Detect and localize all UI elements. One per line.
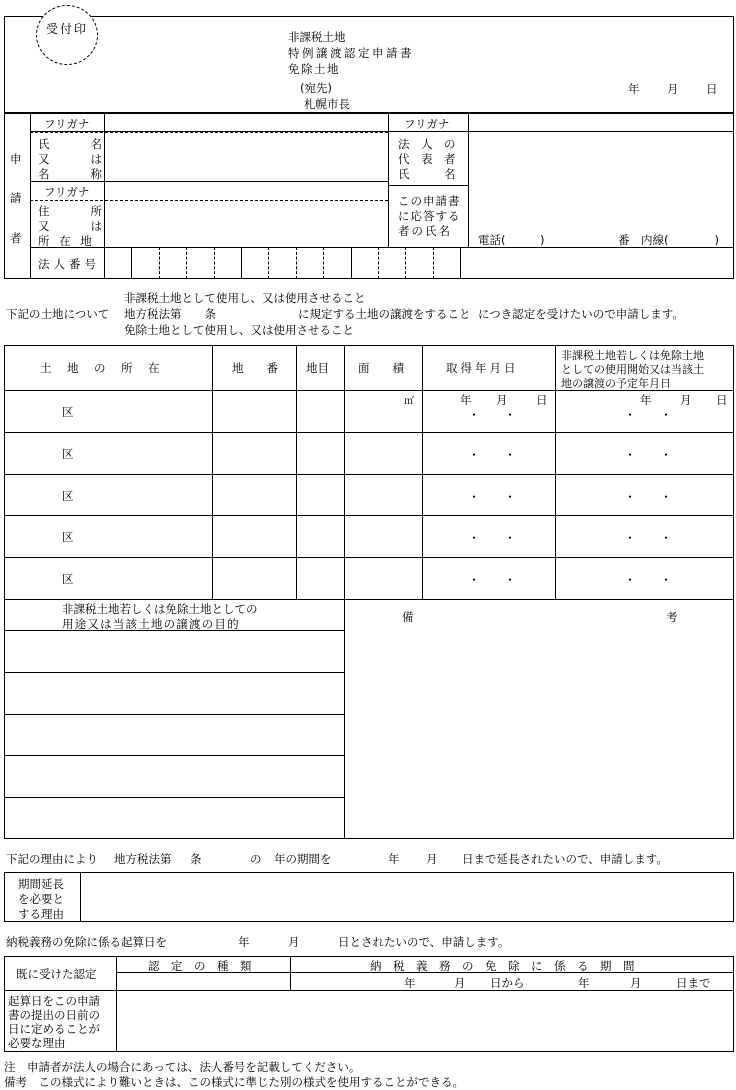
purpose-line-input[interactable] [8, 682, 342, 704]
side-label-2: 請 [10, 191, 22, 205]
land-cell-input[interactable] [70, 583, 212, 597]
acquired-date-unit: 月 [496, 393, 508, 407]
date-separator-dot: ・ [624, 531, 637, 546]
remarks-header-right: 考 [666, 610, 678, 624]
purpose-line-input[interactable] [8, 765, 342, 787]
footnote: 注 申請者が法人の場合にあっては、法人番号を記載してください。 [4, 1060, 361, 1074]
header-planned-date-3: 地の譲渡の予定年月日 [561, 377, 671, 390]
land-cell-input[interactable] [216, 583, 296, 597]
cert-reason-label-4: 必要な理由 [8, 1036, 66, 1050]
cert-reason-label-1: 起算日をこの申請 [8, 994, 100, 1008]
cert-reason-field[interactable] [120, 994, 734, 1052]
purpose-line-input[interactable] [8, 640, 342, 662]
address-label-1: 住 所 [38, 204, 108, 218]
to-year: 年 [578, 976, 590, 990]
from-month: 月 [454, 976, 466, 990]
ext-text-8: 日まで延長されたいので、申請します。 [462, 852, 668, 866]
header-location: 土 地 の 所 在 [40, 361, 162, 375]
area-unit: ㎡ [404, 396, 414, 407]
furigana-address: フリガナ [44, 185, 90, 199]
received-cert-label: 既に受けた認定 [16, 967, 97, 981]
rep-label-1: 法 人 の [398, 137, 456, 151]
ward-label: 区 [62, 572, 74, 587]
land-cell-input[interactable] [70, 500, 212, 514]
ext-text-7: 月 [426, 852, 438, 866]
statement-middle: に規定する土地の譲渡をすること [298, 307, 471, 321]
date-separator-dot: ・ [468, 447, 481, 462]
date-separator-dot: ・ [504, 573, 517, 588]
ext-text-3: 条 [190, 852, 202, 866]
land-cell-input[interactable] [559, 583, 734, 597]
land-cell-input[interactable] [300, 500, 344, 514]
from-day: 日から [490, 976, 525, 990]
planned-date-unit: 月 [680, 393, 692, 407]
date-separator-dot: ・ [468, 573, 481, 588]
cert-reason-label-3: 日に定めることが [8, 1022, 100, 1036]
ward-label: 区 [62, 405, 74, 419]
date-separator-dot: ・ [660, 408, 673, 422]
phone-label: 電話( ) [478, 233, 545, 247]
date-year: 年 [628, 82, 640, 96]
header-planned-date-2: としての使用開始又は当該土 [561, 363, 704, 376]
address-label-2: 又 は [38, 219, 108, 233]
remarks-field[interactable] [348, 604, 734, 840]
purpose-line-input[interactable] [8, 807, 342, 829]
address-field[interactable] [108, 203, 388, 245]
header-land-category: 地目 [306, 361, 329, 375]
date-separator-dot: ・ [468, 531, 481, 546]
start-text-4: 日とされたいので、申請します。 [338, 935, 510, 949]
date-separator-dot: ・ [624, 447, 637, 462]
land-cell-input[interactable] [300, 541, 344, 555]
corp-number-digit[interactable] [271, 253, 296, 275]
purpose-header-1: 非課税土地若しくは免除土地としての [62, 602, 258, 616]
header-lot-number: 地 番 [232, 361, 278, 375]
corp-number-digit[interactable] [107, 253, 132, 275]
date-day: 日 [706, 82, 718, 96]
side-label-3: 者 [10, 231, 22, 245]
name-field[interactable] [108, 135, 388, 177]
title-line-1: 非課税土地 [288, 30, 346, 44]
title-line-3: 免除土地 [288, 62, 340, 76]
extension-reason-field[interactable] [84, 875, 734, 923]
name-label-3: 名 称 [38, 167, 108, 181]
date-separator-dot: ・ [468, 408, 481, 422]
land-cell-input[interactable] [559, 500, 734, 514]
corp-number-digit[interactable] [189, 253, 214, 275]
date-separator-dot: ・ [504, 531, 517, 546]
from-year: 年 [404, 976, 416, 990]
name-label-1: 氏 名 [38, 137, 108, 151]
header-planned-date-1: 非課税土地若しくは免除土地 [561, 349, 704, 362]
reception-stamp [36, 5, 98, 65]
start-text-1: 納税義務の免除に係る起算日を [6, 935, 167, 949]
ward-label: 区 [62, 488, 74, 503]
date-separator-dot: ・ [504, 408, 517, 422]
land-cell-input[interactable] [426, 458, 555, 472]
planned-date-unit: 日 [716, 393, 728, 407]
acquired-date-unit: 日 [536, 393, 548, 407]
cert-kind-header: 認 定 の 種 類 [148, 959, 252, 973]
start-text-3: 月 [288, 935, 300, 949]
land-cell-input[interactable] [348, 458, 422, 472]
land-cell-input[interactable] [70, 458, 212, 472]
corp-number-digit[interactable] [354, 253, 379, 275]
date-separator-dot: ・ [624, 489, 637, 504]
stamp-label: 受付印 [45, 22, 88, 36]
remarks-header-left: 備 [402, 610, 414, 624]
ext-text-2: 地方税法第 [114, 852, 172, 866]
corp-number-label: 法人番号 [38, 257, 100, 271]
statement-law: 地方税法第 条 [124, 307, 216, 321]
land-cell-input[interactable] [426, 541, 555, 555]
ext-text-5: 年の期間を [274, 852, 332, 866]
purpose-line-input[interactable] [8, 724, 342, 746]
corp-number-digit[interactable] [326, 253, 351, 275]
furigana-name: フリガナ [44, 117, 90, 131]
purpose-header-2: 用途又は当該土地の譲渡の目的 [62, 617, 240, 631]
land-cell-input[interactable] [216, 541, 296, 555]
date-separator-dot: ・ [660, 489, 673, 504]
header-area: 面 積 [358, 361, 404, 375]
furigana-rep: フリガナ [404, 117, 450, 131]
land-cell-input[interactable] [348, 500, 422, 514]
land-cell-input[interactable] [426, 416, 555, 430]
land-cell-input[interactable] [559, 458, 734, 472]
rep-label-2: 代 表 者 [398, 152, 456, 166]
corp-number-digit[interactable] [134, 253, 159, 275]
ward-label: 区 [62, 530, 74, 545]
corp-number-digit[interactable] [436, 253, 461, 275]
land-cell-input[interactable] [216, 416, 296, 430]
contact-name-field[interactable] [472, 189, 734, 231]
land-cell-input[interactable] [426, 583, 555, 597]
contact-label-3: 者の氏名 [398, 224, 452, 238]
name-label-2: 又 は [38, 152, 108, 166]
corp-number-digit[interactable] [299, 253, 324, 275]
date-separator-dot: ・ [468, 489, 481, 504]
address-label-3: 所 在 地 [38, 234, 95, 248]
corp-number-digit[interactable] [408, 253, 433, 275]
ext-text-1: 下記の理由により [6, 852, 98, 866]
land-cell-input[interactable] [70, 416, 212, 430]
date-separator-dot: ・ [624, 573, 637, 588]
title-line-2: 特例譲渡認定申請書 [288, 46, 414, 60]
land-cell-input[interactable] [426, 500, 555, 514]
side-label-1: 申 [10, 152, 22, 166]
land-cell-input[interactable] [559, 541, 734, 555]
land-cell-input[interactable] [300, 416, 344, 430]
date-separator-dot: ・ [504, 489, 517, 504]
cert-reason-label-2: 書の提出の日前の [8, 1008, 100, 1022]
land-cell-input[interactable] [348, 583, 422, 597]
statement-suffix: につき認定を受けたいので申請します。 [478, 307, 684, 321]
form-header-box [4, 16, 734, 113]
to-month: 月 [630, 976, 642, 990]
land-cell-input[interactable] [300, 458, 344, 472]
header-acquired-date: 取得年月日 [446, 361, 519, 375]
ext-text-6: 年 [388, 852, 400, 866]
ward-label: 区 [62, 446, 74, 461]
corp-number-digit[interactable] [244, 253, 269, 275]
statement-prefix: 下記の土地について [6, 307, 110, 321]
ext-reason-label-1: 期間延長 [18, 877, 64, 891]
extension-label: 番 内線( ) [618, 233, 719, 247]
contact-label-1: この申請書 [398, 194, 461, 208]
ext-reason-label-3: する理由 [18, 907, 64, 921]
date-separator-dot: ・ [660, 447, 673, 462]
mayor: 札幌市長 [304, 97, 350, 111]
corp-number-digit[interactable] [217, 253, 242, 275]
date-month: 月 [667, 82, 679, 96]
cert-period-header: 納 税 義 務 の 免 除 に 係 る 期 間 [370, 959, 635, 973]
land-cell-input[interactable] [559, 416, 734, 430]
statement-option-2: 免除土地として使用し、又は使用させること [124, 323, 354, 337]
land-cell-input[interactable] [300, 583, 344, 597]
corp-number-digit[interactable] [162, 253, 187, 275]
acquired-date-unit: 年 [460, 393, 472, 407]
start-text-2: 年 [238, 935, 250, 949]
date-separator-dot: ・ [624, 408, 637, 422]
rep-label-3: 氏 名 [398, 167, 456, 181]
statement-option-1: 非課税土地として使用し、又は使用させること [124, 291, 366, 305]
land-cell-input[interactable] [348, 541, 422, 555]
land-cell-input[interactable] [216, 500, 296, 514]
date-separator-dot: ・ [660, 573, 673, 588]
planned-date-unit: 年 [640, 393, 652, 407]
ext-text-4: の [250, 852, 262, 866]
corp-number-digit[interactable] [381, 253, 406, 275]
date-separator-dot: ・ [660, 531, 673, 546]
land-cell-input[interactable] [216, 458, 296, 472]
rep-name-field[interactable] [472, 135, 734, 183]
contact-label-2: に応答する [398, 209, 461, 223]
date-separator-dot: ・ [504, 447, 517, 462]
addressee: (宛先) [300, 81, 332, 95]
remark-note: 備考 この様式により難いときは、この様式に準じた別の様式を使用することができる。 [4, 1075, 464, 1089]
land-cell-input[interactable] [348, 416, 422, 430]
land-cell-input[interactable] [70, 541, 212, 555]
to-day: 日まで [676, 976, 711, 990]
ext-reason-label-2: を必要と [18, 892, 64, 906]
